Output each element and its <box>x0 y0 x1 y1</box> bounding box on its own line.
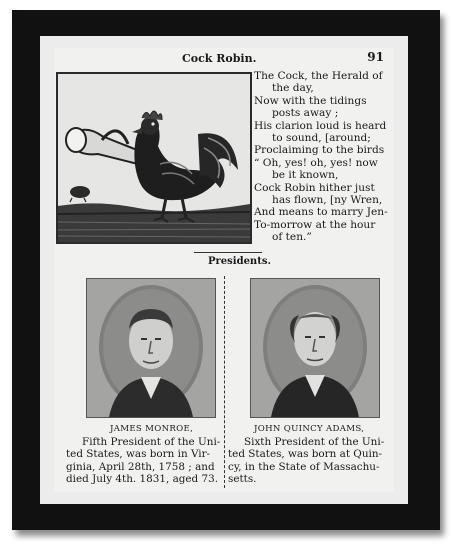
book-page <box>54 48 394 492</box>
bio-line: setts. <box>228 473 257 486</box>
poem-line: Cock Robin hither just <box>254 181 375 194</box>
section-rule <box>194 252 262 253</box>
bio-line: ginia, April 28th, 1758 ; and <box>66 460 215 473</box>
poem-line: Proclaiming to the birds <box>254 144 385 157</box>
poem-line: of ten.” <box>272 231 312 244</box>
president-name-adams: JOHN QUINCY ADAMS, <box>254 424 365 434</box>
poem-line: “ Oh, yes! oh, yes! now <box>254 156 378 169</box>
bio-line: Sixth President of the Uni- <box>244 436 385 448</box>
cock-woodcut-illustration <box>56 72 252 244</box>
adams-portrait <box>250 278 380 418</box>
president-name-monroe: JAMES MONROE, <box>110 424 194 434</box>
poem-text <box>254 70 394 244</box>
poem-line: the day, <box>272 82 314 95</box>
bio-line: Fifth President of the Uni- <box>82 436 221 448</box>
bio-line: ted States, was born in Vir- <box>66 448 211 461</box>
bio-line: died July 4th. 1831, aged 73. <box>66 473 219 486</box>
section-title: Presidents. <box>208 256 271 267</box>
frame-mat <box>40 36 408 504</box>
poem-line: His clarion loud is heard <box>254 119 387 132</box>
poem-line: posts away ; <box>272 107 339 120</box>
running-title: Cock Robin. <box>182 52 257 65</box>
running-head <box>54 50 394 66</box>
poem-line: to sound, [around; <box>272 132 371 145</box>
bio-monroe <box>66 436 226 486</box>
poem-line: be it known, <box>272 169 339 182</box>
poem-line: has flown, [ny Wren, <box>272 194 383 207</box>
poem-line: The Cock, the Herald of <box>254 70 383 82</box>
bio-adams <box>228 436 392 486</box>
poem-line: And means to marry Jen- <box>254 206 388 219</box>
page-number: 91 <box>367 50 384 64</box>
picture-frame <box>12 10 440 530</box>
monroe-portrait <box>86 278 216 418</box>
poem-line: Now with the tidings <box>254 94 367 107</box>
bio-line: cy, in the State of Massachu- <box>228 460 380 473</box>
rooster-with-horn-icon <box>58 74 250 242</box>
portrait-engraving-icon <box>251 279 379 417</box>
poem-line: To-morrow at the hour <box>254 218 376 231</box>
bio-line: ted States, was born at Quin- <box>228 448 383 461</box>
portrait-engraving-icon <box>87 279 215 417</box>
